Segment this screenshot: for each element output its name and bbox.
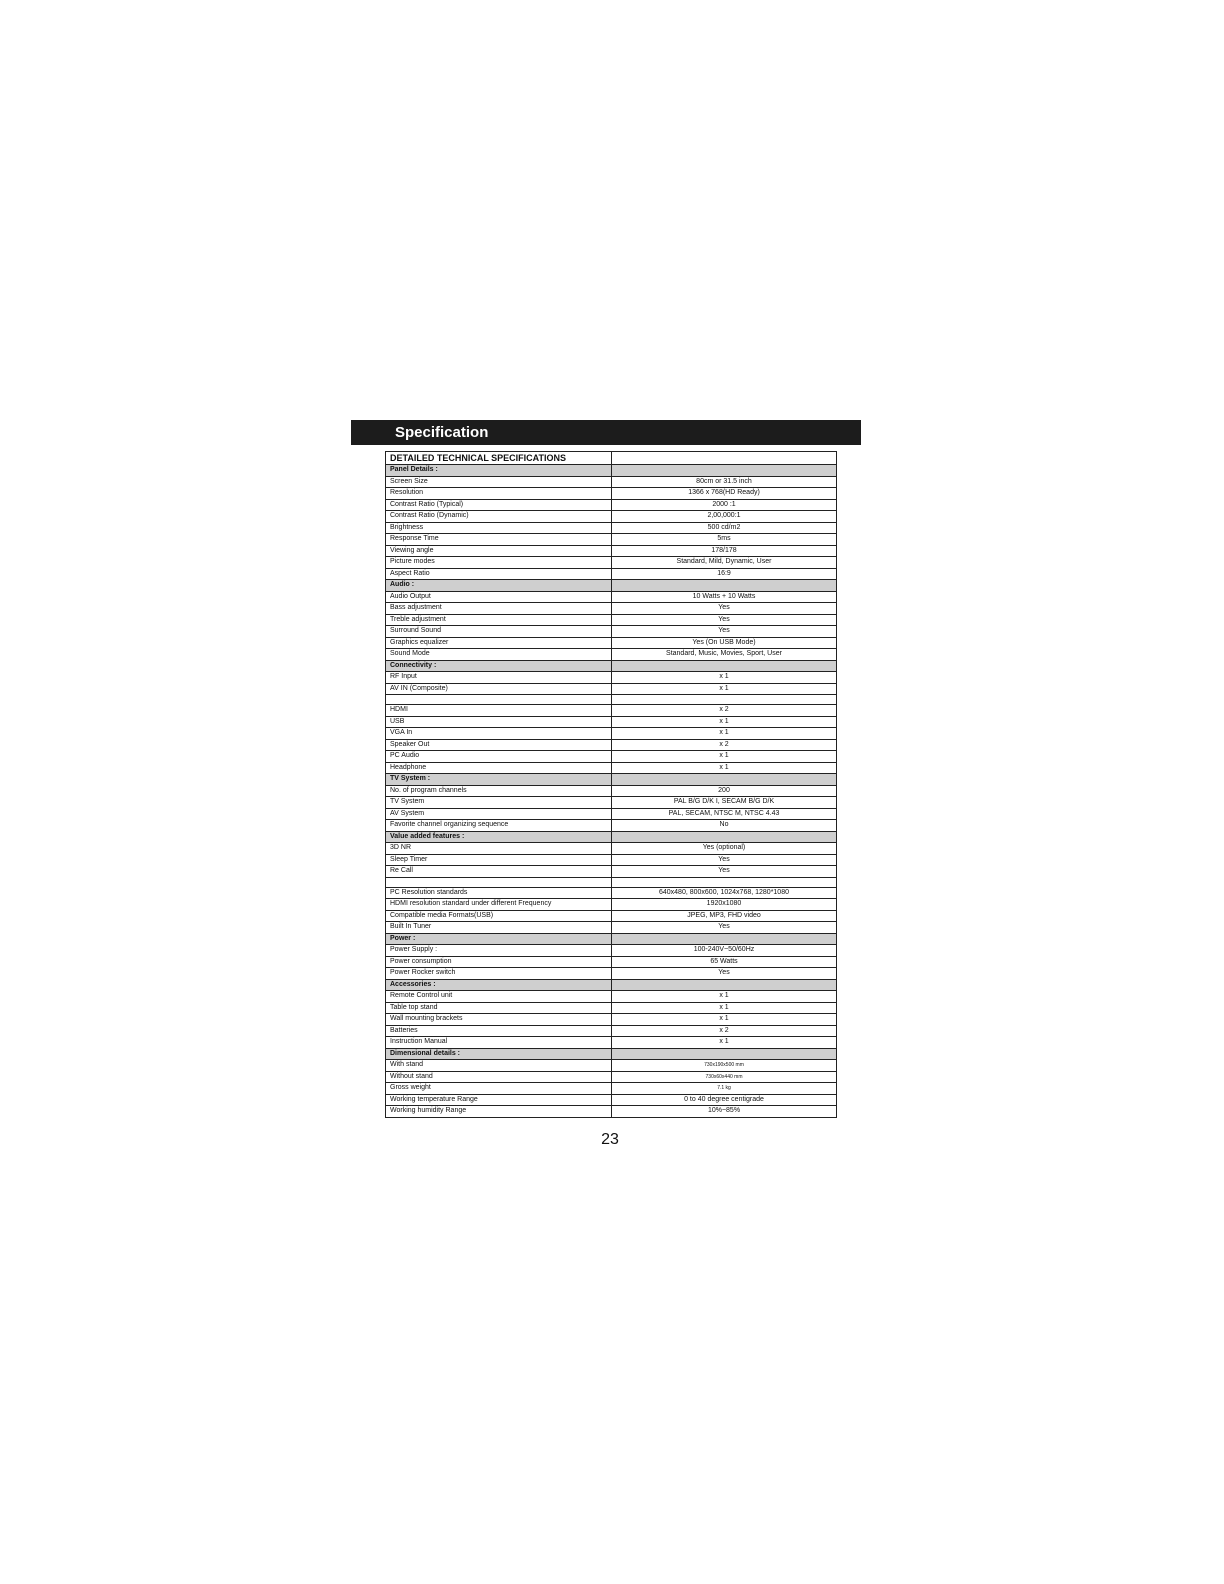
table-title-blank-cell — [612, 452, 837, 465]
spec-label: Contrast Ratio (Typical) — [386, 499, 612, 511]
spec-value: 16:9 — [612, 568, 837, 580]
table-row — [386, 956, 837, 968]
spec-value: x 1 — [612, 1014, 837, 1026]
spec-value: x 1 — [612, 1037, 837, 1049]
spec-value: Yes — [612, 854, 837, 866]
spec-value: Yes — [612, 614, 837, 626]
section-header-row — [386, 774, 837, 786]
spec-label: Compatible media Formats(USB) — [386, 910, 612, 922]
spec-label: Graphics equalizer — [386, 637, 612, 649]
spec-value: x 2 — [612, 705, 837, 717]
table-row — [386, 626, 837, 638]
spec-value: 10 Watts + 10 Watts — [612, 591, 837, 603]
table-row — [386, 591, 837, 603]
section-blank-cell — [612, 933, 837, 945]
section-label: Power : — [386, 933, 612, 945]
table-row — [386, 1014, 837, 1026]
spec-label: HDMI resolution standard under different Frequency — [386, 899, 612, 911]
spec-value: Standard, Music, Movies, Sport, User — [612, 649, 837, 661]
table-row — [386, 797, 837, 809]
spec-label: Working temperature Range — [386, 1094, 612, 1106]
spec-label: Resolution — [386, 488, 612, 500]
blank-cell — [612, 877, 837, 887]
section-blank-cell — [612, 465, 837, 477]
spec-value: 1366 x 768(HD Ready) — [612, 488, 837, 500]
spec-value: Yes — [612, 626, 837, 638]
spec-value: x 2 — [612, 1025, 837, 1037]
table-row — [386, 705, 837, 717]
spec-label: Viewing angle — [386, 545, 612, 557]
table-row — [386, 820, 837, 832]
spec-value: 100-240V~50/60Hz — [612, 945, 837, 957]
table-row — [386, 683, 837, 695]
spec-value: 80cm or 31.5 inch — [612, 476, 837, 488]
spec-value: 178/178 — [612, 545, 837, 557]
spec-label: VGA In — [386, 728, 612, 740]
table-row — [386, 910, 837, 922]
spec-label: Favorite channel organizing sequence — [386, 820, 612, 832]
spec-label: Power consumption — [386, 956, 612, 968]
section-blank-cell — [612, 1048, 837, 1060]
table-row — [386, 899, 837, 911]
spec-label: Gross weight — [386, 1083, 612, 1095]
spec-label: TV System — [386, 797, 612, 809]
spec-value: Yes — [612, 968, 837, 980]
spec-label: With stand — [386, 1060, 612, 1072]
spec-value: 65 Watts — [612, 956, 837, 968]
table-row — [386, 637, 837, 649]
table-row — [386, 499, 837, 511]
table-row — [386, 866, 837, 878]
spec-value: x 1 — [612, 762, 837, 774]
spec-value: 730x190x500 mm — [612, 1060, 837, 1072]
table-row — [386, 614, 837, 626]
spec-value: Yes — [612, 866, 837, 878]
blank-row — [386, 877, 837, 887]
spec-label: PC Audio — [386, 751, 612, 763]
spec-label: Sleep Timer — [386, 854, 612, 866]
spec-label: Remote Control unit — [386, 991, 612, 1003]
section-label: Connectivity : — [386, 660, 612, 672]
section-header-row — [386, 979, 837, 991]
table-row — [386, 922, 837, 934]
spec-label: Brightness — [386, 522, 612, 534]
table-row — [386, 534, 837, 546]
table-row — [386, 568, 837, 580]
spec-label: AV IN (Composite) — [386, 683, 612, 695]
table-row — [386, 716, 837, 728]
spec-label: Treble adjustment — [386, 614, 612, 626]
spec-value: No — [612, 820, 837, 832]
table-row — [386, 557, 837, 569]
table-row — [386, 1037, 837, 1049]
page-title: Specification — [395, 424, 489, 441]
section-header-row — [386, 580, 837, 592]
blank-cell — [612, 695, 837, 705]
section-header-row — [386, 933, 837, 945]
table-row — [386, 991, 837, 1003]
spec-value: Yes (optional) — [612, 843, 837, 855]
table-row — [386, 854, 837, 866]
table-row — [386, 945, 837, 957]
spec-label: Response Time — [386, 534, 612, 546]
section-header-row — [386, 1048, 837, 1060]
page-header — [351, 420, 861, 445]
spec-value: x 1 — [612, 1002, 837, 1014]
table-row — [386, 887, 837, 899]
table-row — [386, 968, 837, 980]
specifications-table — [385, 451, 837, 1118]
spec-value: x 2 — [612, 739, 837, 751]
page-number: 23 — [601, 1131, 619, 1148]
spec-label: Headphone — [386, 762, 612, 774]
blank-row — [386, 695, 837, 705]
spec-value: x 1 — [612, 728, 837, 740]
section-blank-cell — [612, 774, 837, 786]
spec-label: Audio Output — [386, 591, 612, 603]
table-title: DETAILED TECHNICAL SPECIFICATIONS — [386, 452, 612, 465]
spec-value: Standard, Mild, Dynamic, User — [612, 557, 837, 569]
spec-value: PAL, SECAM, NTSC M, NTSC 4.43 — [612, 808, 837, 820]
table-row — [386, 1071, 837, 1083]
spec-label: Speaker Out — [386, 739, 612, 751]
section-blank-cell — [612, 979, 837, 991]
spec-value: 10%~85% — [612, 1106, 837, 1118]
spec-value: x 1 — [612, 716, 837, 728]
section-blank-cell — [612, 660, 837, 672]
table-row — [386, 785, 837, 797]
spec-value: 0 to 40 degree centigrade — [612, 1094, 837, 1106]
spec-label: Batteries — [386, 1025, 612, 1037]
spec-value: PAL B/G D/K I, SECAM B/G D/K — [612, 797, 837, 809]
spec-label: USB — [386, 716, 612, 728]
table-title-row — [386, 452, 837, 465]
spec-value: Yes — [612, 922, 837, 934]
spec-value: 1920x1080 — [612, 899, 837, 911]
spec-label: Power Rocker switch — [386, 968, 612, 980]
table-row — [386, 522, 837, 534]
spec-value: Yes — [612, 603, 837, 615]
table-row — [386, 672, 837, 684]
table-row — [386, 476, 837, 488]
table-row — [386, 728, 837, 740]
section-label: Accessories : — [386, 979, 612, 991]
spec-label: Wall mounting brackets — [386, 1014, 612, 1026]
spec-label: Table top stand — [386, 1002, 612, 1014]
blank-cell — [386, 877, 612, 887]
spec-value: 2,00,000:1 — [612, 511, 837, 523]
spec-value: JPEG, MP3, FHD video — [612, 910, 837, 922]
spec-value: x 1 — [612, 683, 837, 695]
table-row — [386, 1106, 837, 1118]
spec-label: Instruction Manual — [386, 1037, 612, 1049]
section-header-row — [386, 660, 837, 672]
table-row — [386, 1025, 837, 1037]
spec-value: 730x60x440 mm — [612, 1071, 837, 1083]
table-row — [386, 843, 837, 855]
spec-label: Without stand — [386, 1071, 612, 1083]
spec-label: Picture modes — [386, 557, 612, 569]
spec-label: No. of program channels — [386, 785, 612, 797]
spec-value: 7.1 kg — [612, 1083, 837, 1095]
table-row — [386, 1083, 837, 1095]
table-row — [386, 649, 837, 661]
section-blank-cell — [612, 831, 837, 843]
section-label: Value added features : — [386, 831, 612, 843]
spec-label: 3D NR — [386, 843, 612, 855]
spec-label: Built In Tuner — [386, 922, 612, 934]
table-row — [386, 751, 837, 763]
spec-value: 500 cd/m2 — [612, 522, 837, 534]
spec-label: PC Resolution standards — [386, 887, 612, 899]
table-row — [386, 762, 837, 774]
spec-value: Yes (On USB Mode) — [612, 637, 837, 649]
section-label: Panel Details : — [386, 465, 612, 477]
spec-label: Power Supply : — [386, 945, 612, 957]
spec-value: 2000 :1 — [612, 499, 837, 511]
spec-label: Working humidity Range — [386, 1106, 612, 1118]
table-row — [386, 739, 837, 751]
section-label: TV System : — [386, 774, 612, 786]
blank-cell — [386, 695, 612, 705]
spec-value: 5ms — [612, 534, 837, 546]
table-row — [386, 545, 837, 557]
spec-label: Surround Sound — [386, 626, 612, 638]
spec-label: Contrast Ratio (Dynamic) — [386, 511, 612, 523]
table-row — [386, 488, 837, 500]
section-header-row — [386, 465, 837, 477]
spec-value: 640x480, 800x600, 1024x768, 1280*1080 — [612, 887, 837, 899]
spec-value: x 1 — [612, 991, 837, 1003]
spec-label: HDMI — [386, 705, 612, 717]
spec-value: x 1 — [612, 751, 837, 763]
table-row — [386, 1060, 837, 1072]
spec-label: Sound Mode — [386, 649, 612, 661]
spec-label: AV System — [386, 808, 612, 820]
spec-label: Bass adjustment — [386, 603, 612, 615]
section-label: Dimensional details : — [386, 1048, 612, 1060]
table-row — [386, 1094, 837, 1106]
spec-value: x 1 — [612, 672, 837, 684]
section-label: Audio : — [386, 580, 612, 592]
table-row — [386, 603, 837, 615]
spec-label: Screen Size — [386, 476, 612, 488]
spec-value: 200 — [612, 785, 837, 797]
spec-label: Aspect Ratio — [386, 568, 612, 580]
table-row — [386, 1002, 837, 1014]
spec-label: RF Input — [386, 672, 612, 684]
section-blank-cell — [612, 580, 837, 592]
spec-label: Re Call — [386, 866, 612, 878]
table-row — [386, 808, 837, 820]
table-row — [386, 511, 837, 523]
section-header-row — [386, 831, 837, 843]
